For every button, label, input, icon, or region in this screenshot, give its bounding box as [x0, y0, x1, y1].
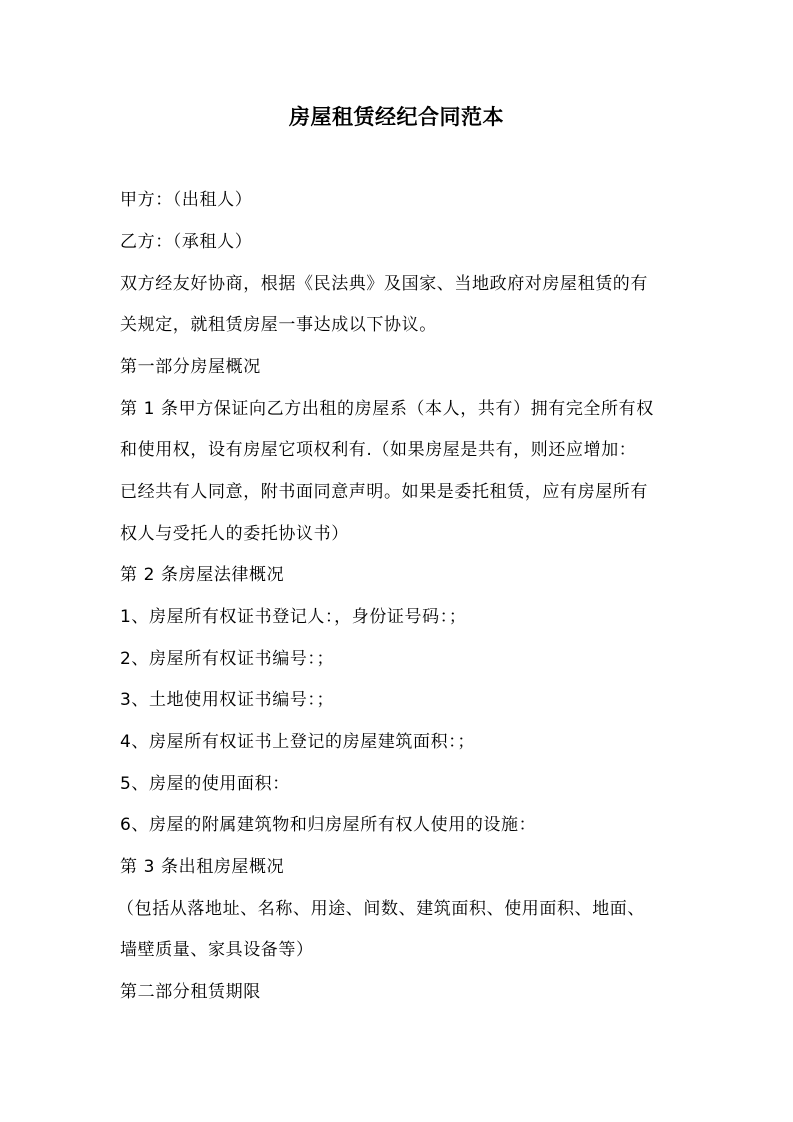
party-b-line: 乙方：（承租人） [120, 232, 253, 252]
article-1-line-4: 权人与受托人的委托协议书） [120, 524, 349, 544]
article-1-line-2: 和使用权，设有房屋它项权利有.（如果房屋是共有，则还应增加： [120, 440, 637, 460]
list-item-1: 1、房屋所有权证书登记人：，身份证号码：； [120, 607, 467, 627]
list-item-5: 5、房屋的使用面积： [120, 774, 290, 794]
section-heading-part-1: 第一部分房屋概况 [120, 357, 261, 377]
article-2-heading: 第 2 条房屋法律概况 [120, 565, 285, 585]
list-item-6: 6、房屋的附属建筑物和归房屋所有权人使用的设施： [120, 815, 537, 835]
article-3-line-1: （包括从落地址、名称、用途、间数、建筑面积、使用面积、地面、 [117, 899, 645, 919]
list-item-2: 2、房屋所有权证书编号：； [120, 649, 335, 669]
article-1-line-1: 第 1 条甲方保证向乙方出租的房屋系（本人，共有）拥有完全所有权 [120, 399, 654, 419]
preamble-line-1: 双方经友好协商，根据《民法典》及国家、当地政府对房屋租赁的有 [120, 274, 648, 294]
section-heading-part-2: 第二部分租赁期限 [120, 982, 261, 1002]
article-3-line-2: 墙壁质量、家具设备等） [120, 940, 314, 960]
article-3-heading: 第 3 条出租房屋概况 [120, 857, 285, 877]
preamble-line-2: 关规定，就租赁房屋一事达成以下协议。 [120, 315, 437, 335]
list-item-3: 3、土地使用权证书编号：； [120, 690, 335, 710]
document-title: 房屋租赁经纪合同范本 [289, 105, 504, 129]
party-a-line: 甲方：（出租人） [120, 190, 253, 210]
article-1-line-3: 已经共有人同意，附书面同意声明。如果是委托租赁，应有房屋所有 [120, 482, 648, 502]
list-item-4: 4、房屋所有权证书上登记的房屋建筑面积：； [120, 732, 475, 752]
